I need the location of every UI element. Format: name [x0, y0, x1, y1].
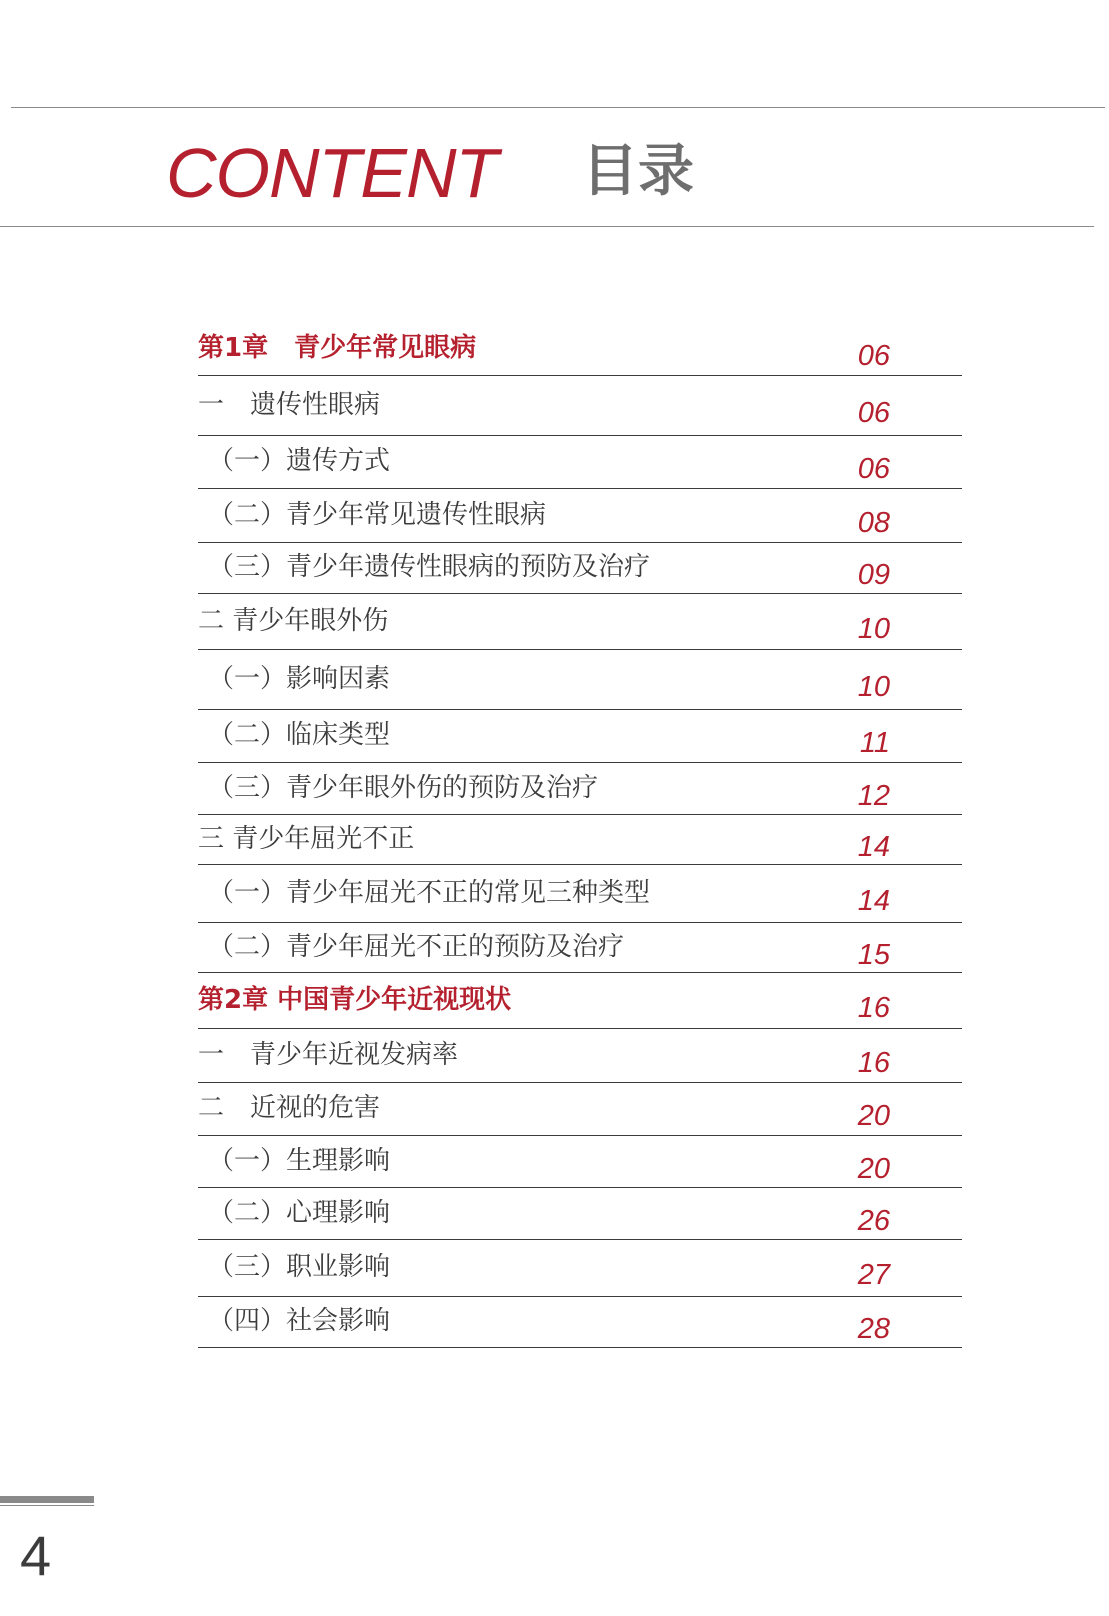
toc-entry-label: （三）职业影响 [208, 1251, 391, 1282]
toc-page-number: 28 [857, 1312, 890, 1345]
toc-page-number: 11 [859, 726, 890, 759]
toc-page-number: 14 [857, 884, 890, 917]
toc-entry-label: 二 青少年眼外伤 [198, 605, 389, 636]
toc-page-number: 16 [857, 1046, 890, 1079]
toc-chapter-row[interactable] [198, 973, 962, 1029]
toc-page-number: 26 [857, 1204, 890, 1237]
toc-page-number: 16 [857, 991, 890, 1024]
toc-row[interactable] [198, 710, 962, 763]
toc-page-number: 27 [857, 1258, 890, 1291]
toc-page-number: 10 [857, 612, 890, 645]
toc-page-number: 20 [857, 1099, 890, 1132]
toc-page-number: 10 [857, 670, 890, 703]
toc-entry-label: （一）遗传方式 [208, 445, 391, 476]
page-title-english: CONTENT [166, 134, 498, 212]
toc-entry-label: （二）青少年常见遗传性眼病 [208, 499, 547, 530]
toc-page-number: 06 [857, 396, 890, 429]
toc-page-number: 06 [857, 452, 890, 485]
toc-row[interactable] [198, 543, 962, 594]
toc-page-number: 09 [857, 558, 890, 591]
toc-row[interactable] [198, 376, 962, 436]
toc-row[interactable] [198, 763, 962, 815]
toc-entry-label: （二）心理影响 [208, 1197, 391, 1228]
toc-chapter-row[interactable] [198, 322, 962, 376]
toc-entry-label: （二）青少年屈光不正的预防及治疗 [208, 931, 625, 962]
toc-entry-label: （一）青少年屈光不正的常见三种类型 [208, 877, 651, 908]
page-title-chinese: 目录 [582, 139, 694, 204]
toc-row[interactable] [198, 1136, 962, 1188]
header-bottom-rule [0, 226, 1094, 227]
toc-row[interactable] [198, 1029, 962, 1083]
toc-page-number: 12 [857, 779, 890, 812]
toc-row[interactable] [198, 1297, 962, 1348]
toc-entry-label: （一）生理影响 [208, 1145, 391, 1176]
page-number-bar-thin [0, 1505, 94, 1506]
toc-entry-label: 第1章 青少年常见眼病 [198, 332, 477, 363]
toc-row[interactable] [198, 923, 962, 973]
page-number: 4 [20, 1524, 52, 1587]
toc-page-number: 06 [857, 339, 890, 372]
toc-page-number: 15 [857, 938, 890, 971]
toc-page-number: 08 [857, 506, 890, 539]
toc-entry-label: （三）青少年眼外伤的预防及治疗 [208, 772, 599, 803]
toc-row[interactable] [198, 436, 962, 489]
toc-page-number: 14 [857, 830, 890, 863]
toc-row[interactable] [198, 815, 962, 865]
toc-row[interactable] [198, 865, 962, 923]
toc-entry-label: 二 近视的危害 [198, 1092, 381, 1123]
toc-entry-label: 第2章 中国青少年近视现状 [198, 984, 512, 1015]
page-number-bar [0, 1496, 94, 1503]
toc-entry-label: 一 遗传性眼病 [198, 389, 381, 420]
toc-row[interactable] [198, 1083, 962, 1136]
toc-row[interactable] [198, 1188, 962, 1240]
toc-entry-label: 三 青少年屈光不正 [198, 823, 415, 854]
toc-page-number: 20 [857, 1152, 890, 1185]
toc-entry-label: （二）临床类型 [208, 719, 391, 750]
toc-row[interactable] [198, 489, 962, 543]
toc-entry-label: （一）影响因素 [208, 663, 391, 694]
toc-row[interactable] [198, 650, 962, 710]
toc-entry-label: 一 青少年近视发病率 [198, 1039, 459, 1070]
toc-entry-label: （三）青少年遗传性眼病的预防及治疗 [208, 551, 651, 582]
toc-entry-label: （四）社会影响 [208, 1305, 391, 1336]
toc-row[interactable] [198, 1240, 962, 1297]
toc-row[interactable] [198, 594, 962, 650]
table-of-contents [198, 322, 962, 1348]
header-top-rule [11, 107, 1105, 108]
